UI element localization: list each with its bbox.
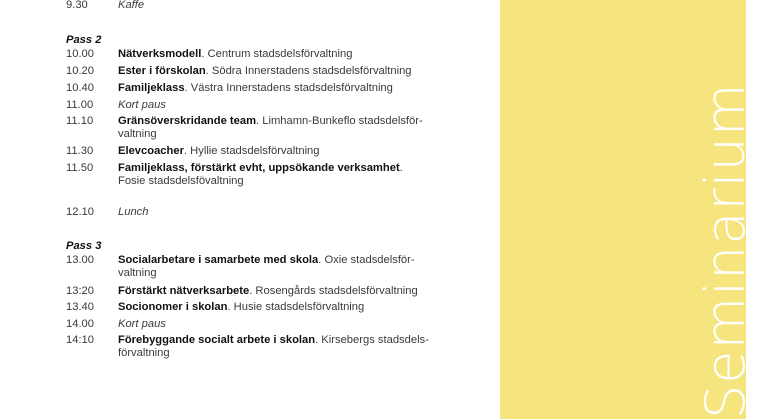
time: 10.00 <box>66 48 94 60</box>
item-detail: . Limhamn-Bunkeflo stadsdelsför- <box>256 115 423 127</box>
item-detail-cont: valtning <box>118 128 157 140</box>
time: 12.10 <box>66 206 94 218</box>
description <box>118 301 478 314</box>
item-detail: . <box>399 162 403 174</box>
description <box>118 65 478 78</box>
description <box>118 206 478 219</box>
item-detail: . Oxie stadsdelsför- <box>318 254 415 266</box>
pass-2-heading: Pass 2 <box>66 34 102 46</box>
time: 13:20 <box>66 285 94 297</box>
time: 10.40 <box>66 82 94 94</box>
pass-3-heading: Pass 3 <box>66 240 102 252</box>
item-detail: . Rosengårds stadsdelsförvaltning <box>249 285 418 297</box>
item-title: Förebyggande socialt arbete i skolan <box>118 334 316 346</box>
description <box>118 285 478 298</box>
time: 11.00 <box>66 99 94 111</box>
description <box>118 318 478 331</box>
description <box>118 334 478 360</box>
item-detail: . Husie stadsdelsförvaltning <box>227 301 365 313</box>
item-detail: . Västra Innerstadens stadsdelsförvaltning <box>184 82 393 94</box>
time: 14:10 <box>66 334 94 346</box>
description <box>118 82 478 95</box>
description <box>118 99 478 112</box>
time: 11.50 <box>66 162 94 174</box>
item-title: Ester i förskolan <box>118 65 206 77</box>
item-title: Elevcoacher <box>118 145 184 157</box>
time: 11.10 <box>66 115 94 127</box>
item-title: Förstärkt nätverksarbete <box>118 285 250 297</box>
time: 11.30 <box>66 145 94 157</box>
item-title: Socialarbetare i samarbete med skola <box>118 254 319 266</box>
description <box>118 48 478 61</box>
item-detail: . Hyllie stadsdelsförvaltning <box>183 145 320 157</box>
description <box>118 254 478 280</box>
item-detail: . Centrum stadsdelsförvaltning <box>201 48 353 60</box>
sidebar-panel <box>500 0 757 419</box>
time: 13.00 <box>66 254 94 266</box>
time: 13.40 <box>66 301 94 313</box>
time: 9.30 <box>66 0 88 11</box>
item-title: Socionomer i skolan <box>118 301 228 313</box>
item-italic: Kaffe <box>118 0 145 11</box>
item-title: Familjeklass <box>118 82 185 94</box>
description <box>118 0 478 12</box>
item-title: Gränsöverskridande team <box>118 115 257 127</box>
item-detail-cont: Fosie stadsdelsfövaltning <box>118 175 244 187</box>
description <box>118 145 478 158</box>
item-detail-cont: förvaltning <box>118 347 170 359</box>
item-italic: Kort paus <box>118 99 166 111</box>
item-title: Nätverksmodell <box>118 48 202 60</box>
vertical-title: Seminarium <box>694 82 757 419</box>
item-detail-cont: valtning <box>118 267 157 279</box>
time: 14.00 <box>66 318 94 330</box>
item-detail: . Kirsebergs stadsdels- <box>315 334 429 346</box>
item-italic: Lunch <box>118 206 149 218</box>
description <box>118 162 478 188</box>
description <box>118 115 478 141</box>
time: 10.20 <box>66 65 94 77</box>
item-detail: . Södra Innerstadens stadsdelsförvaltning <box>205 65 412 77</box>
item-italic: Kort paus <box>118 318 166 330</box>
item-title: Familjeklass, förstärkt evht, uppsökande verksamhet <box>118 162 400 174</box>
